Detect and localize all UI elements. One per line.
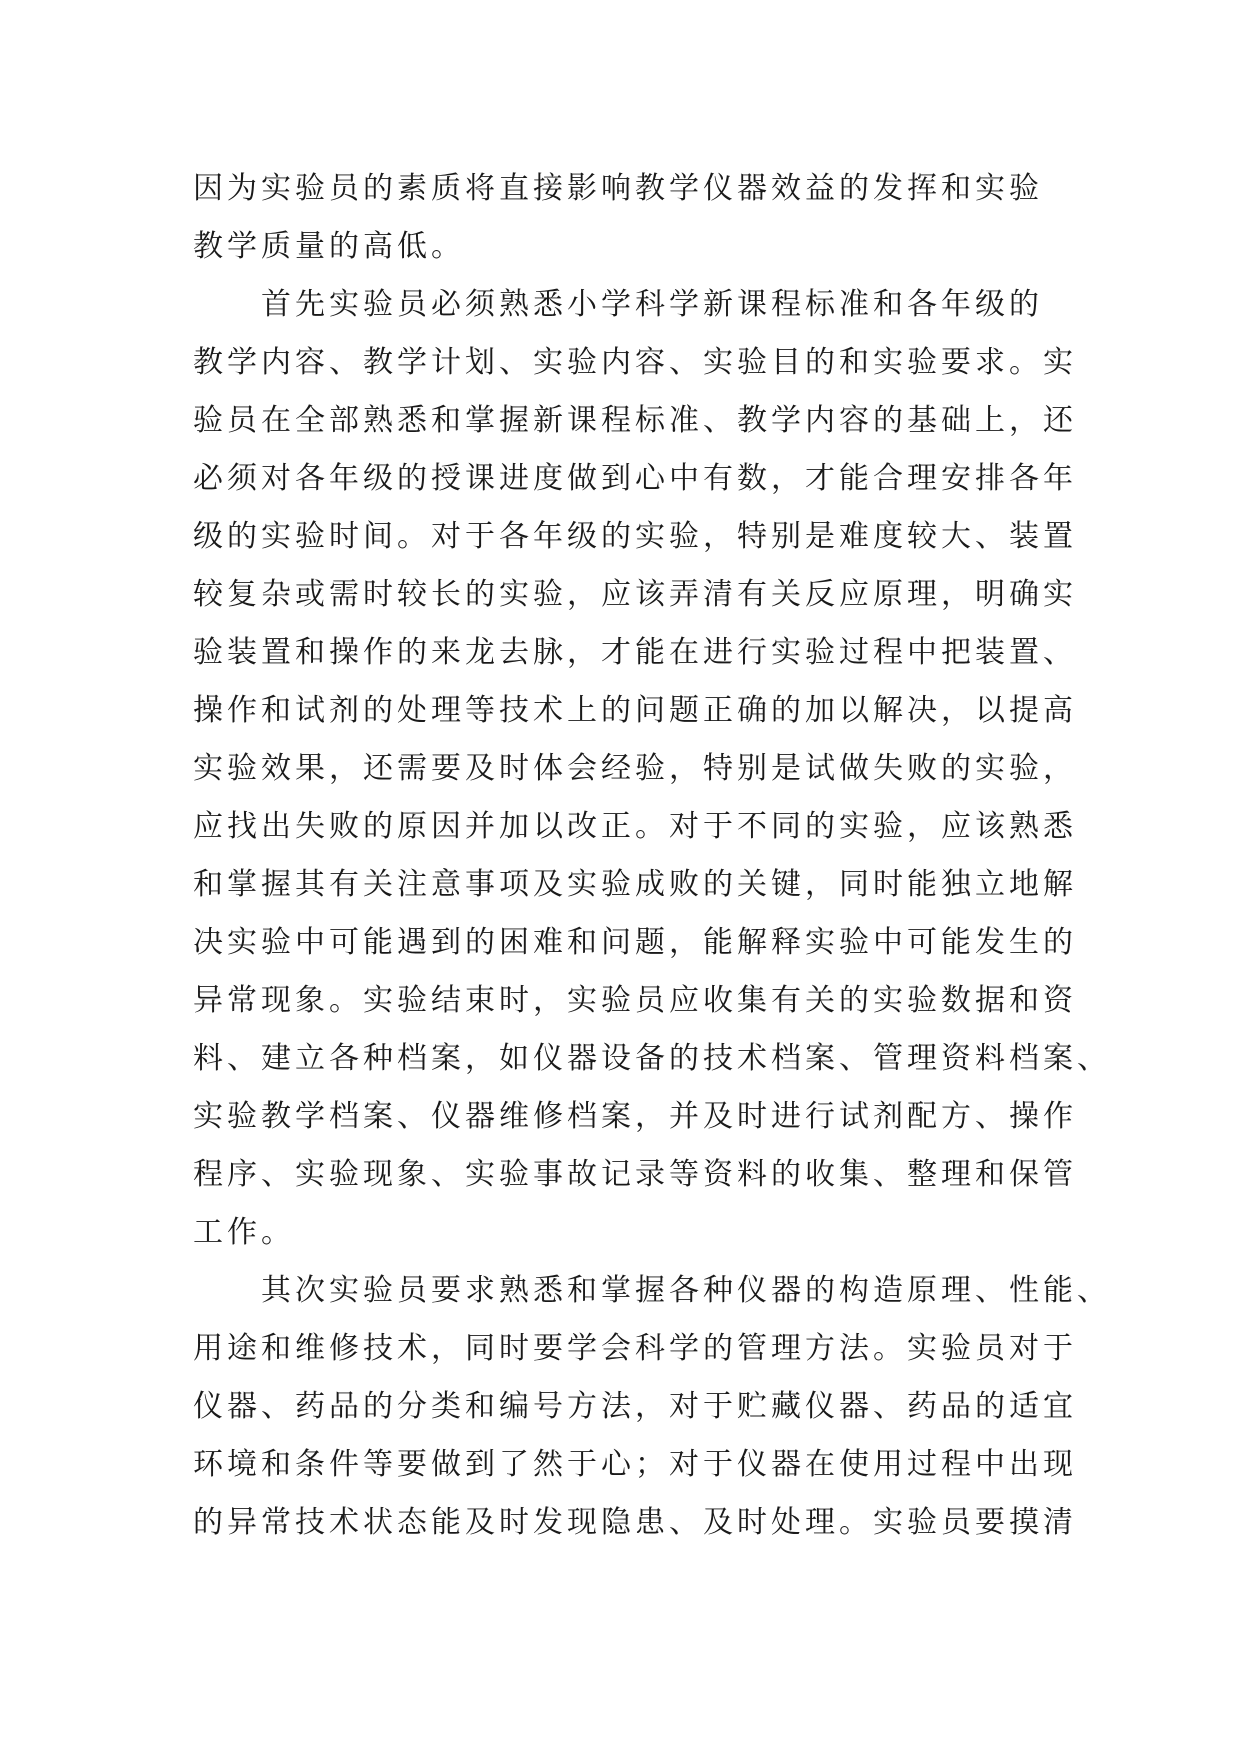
text-line: 应找出失败的原因并加以改正。对于不同的实验，应该熟悉 [193, 809, 1077, 844]
text-line: 教学内容、教学计划、实验内容、实验目的和实验要求。实 [193, 345, 1077, 380]
text-line: 级的实验时间。对于各年级的实验，特别是难度较大、装置 [193, 519, 1077, 554]
text-line: 的异常技术状态能及时发现隐患、及时处理。实验员要摸清 [193, 1505, 1077, 1540]
text-line: 和掌握其有关注意事项及实验成败的关键，同时能独立地解 [193, 867, 1077, 902]
text-line: 其次实验员要求熟悉和掌握各种仪器的构造原理、性能、 [193, 1273, 1111, 1308]
text-line: 较复杂或需时较长的实验，应该弄清有关反应原理，明确实 [193, 577, 1077, 612]
text-line: 用途和维修技术，同时要学会科学的管理方法。实验员对于 [193, 1331, 1077, 1366]
text-line: 验装置和操作的来龙去脉，才能在进行实验过程中把装置、 [193, 635, 1077, 670]
text-line: 决实验中可能遇到的困难和问题，能解释实验中可能发生的 [193, 925, 1077, 960]
text-line: 实验效果，还需要及时体会经验，特别是试做失败的实验， [193, 751, 1077, 786]
text-line: 首先实验员必须熟悉小学科学新课程标准和各年级的 [193, 287, 1043, 322]
text-line: 工作。 [193, 1215, 295, 1250]
body-text [193, 160, 1111, 1552]
text-line: 料、建立各种档案，如仪器设备的技术档案、管理资料档案、 [193, 1041, 1111, 1076]
text-line: 程序、实验现象、实验事故记录等资料的收集、整理和保管 [193, 1157, 1077, 1192]
text-line: 异常现象。实验结束时，实验员应收集有关的实验数据和资 [193, 983, 1077, 1018]
text-line: 因为实验员的素质将直接影响教学仪器效益的发挥和实验 [193, 171, 1043, 206]
text-line: 教学质量的高低。 [193, 229, 465, 264]
text-line: 环境和条件等要做到了然于心；对于仪器在使用过程中出现 [193, 1447, 1077, 1482]
text-line: 必须对各年级的授课进度做到心中有数，才能合理安排各年 [193, 461, 1077, 496]
text-line: 实验教学档案、仪器维修档案，并及时进行试剂配方、操作 [193, 1099, 1077, 1134]
text-line: 操作和试剂的处理等技术上的问题正确的加以解决，以提高 [193, 693, 1077, 728]
text-line: 仪器、药品的分类和编号方法，对于贮藏仪器、药品的适宜 [193, 1389, 1077, 1424]
text-line: 验员在全部熟悉和掌握新课程标准、教学内容的基础上，还 [193, 403, 1077, 438]
